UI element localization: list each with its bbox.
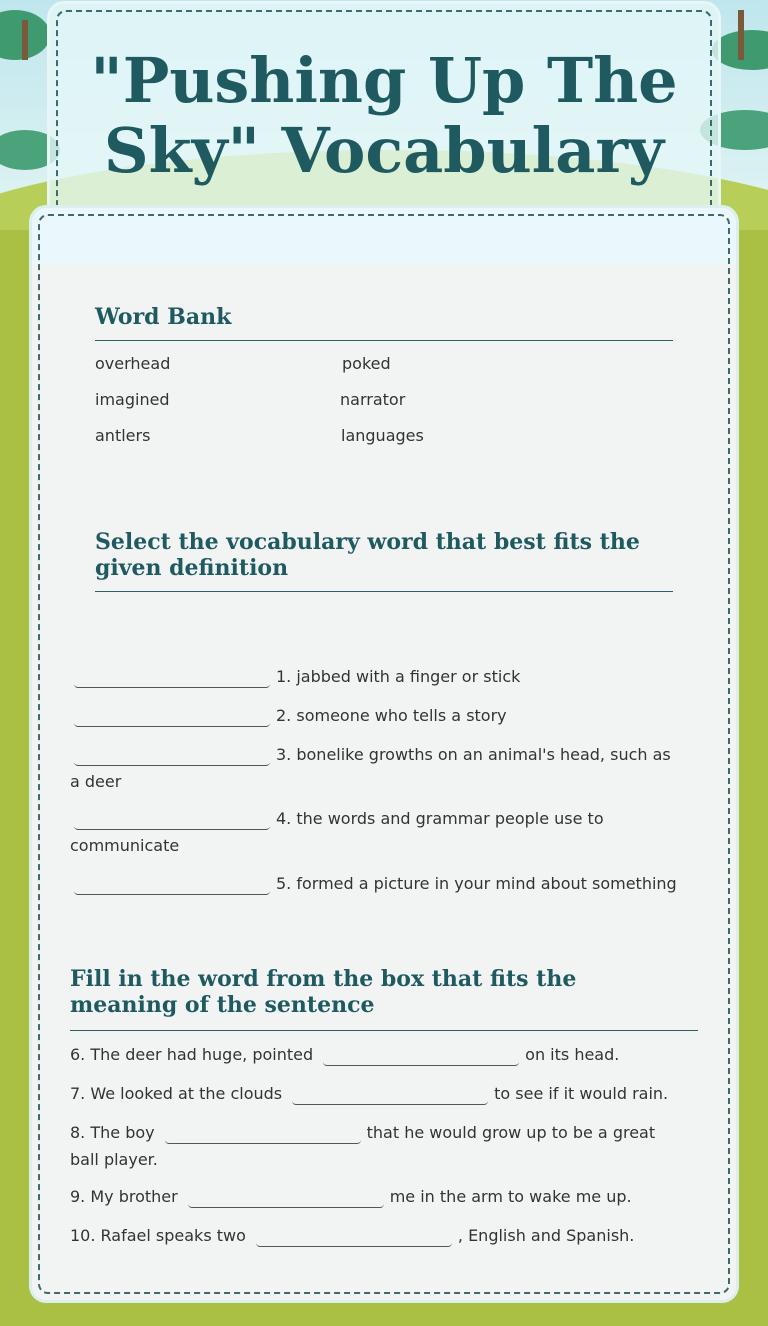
tree-trunk-left [22,20,28,60]
sentence-item: 10. Rafael speaks two , English and Spanish. [70,1226,635,1245]
worksheet [32,208,736,1300]
definition-item: 3. bonelike growths on an animal's head, such as [70,741,671,768]
sentence-blank-7[interactable] [292,1086,488,1105]
word-bank-item: poked [342,354,391,373]
definition-item: 5. formed a picture in your mind about something [70,870,677,897]
word-bank-item: antlers [95,426,151,445]
definition-item: 4. the words and grammar people use to [70,805,604,832]
answer-blank-3[interactable] [74,747,270,766]
definition-item: 2. someone who tells a story [70,702,507,729]
word-bank-item: imagined [95,390,170,409]
sentence-blank-9[interactable] [188,1189,384,1208]
section1-heading: Select the vocabulary word that best fits the given definition [95,529,640,581]
sentence-item: 8. The boy that he would grow up to be a great [70,1123,656,1142]
section2-heading: Fill in the word from the box that fits the meaning of the sentence [70,966,577,1018]
word-bank-item: languages [341,426,424,445]
sentence-blank-6[interactable] [323,1047,519,1066]
word-bank-item: overhead [95,354,171,373]
answer-blank-5[interactable] [74,876,270,895]
answer-blank-2[interactable] [74,708,270,727]
definition-item-cont: a deer [70,772,122,791]
definition-item-cont: communicate [70,836,180,855]
section2-rule [70,1030,698,1031]
page-title: "Pushing Up The Sky" Vocabulary [90,44,678,187]
sentence-blank-8[interactable] [165,1125,361,1144]
sentence-item: 6. The deer had huge, pointed on its head. [70,1045,620,1064]
sentence-item-cont: ball player. [70,1150,158,1169]
answer-blank-1[interactable] [74,669,270,688]
sentence-blank-10[interactable] [256,1228,452,1247]
sentence-item: 7. We looked at the clouds to see if it would rain. [70,1084,669,1103]
word-bank-heading: Word Bank [95,304,232,330]
section1-rule [95,591,673,592]
sentence-item: 9. My brother me in the arm to wake me up. [70,1187,632,1206]
word-bank-rule [95,340,673,341]
word-bank-item: narrator [340,390,406,409]
answer-blank-4[interactable] [74,811,270,830]
definition-item: 1. jabbed with a finger or stick [70,663,520,690]
tree-trunk-right [738,10,744,60]
title-card [50,4,718,232]
